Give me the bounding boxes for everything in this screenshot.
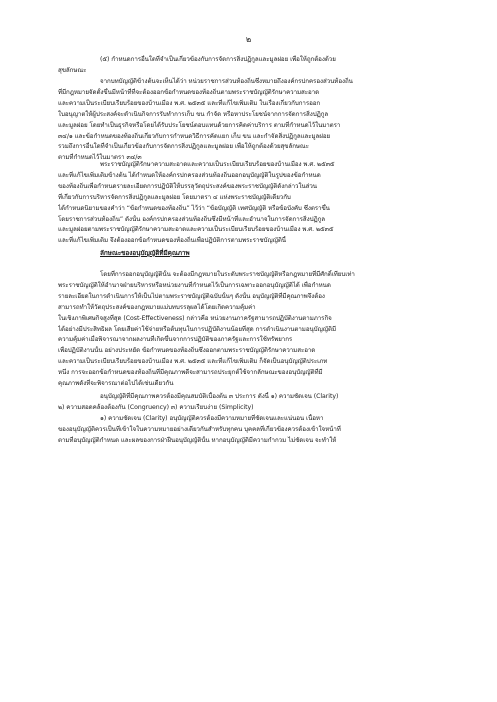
paragraph-line: ตามที่อนุบัญญัติกำหนด และผลของการฝ่าฝืนอนุบัญญัตินั้น หากอนุบัญญัติมีความกำกวม ไม่ชัดเจน จะทำให้ bbox=[58, 436, 337, 444]
paragraph-line: ได้อย่างมีประสิทธิผล โดยเสียค่าใช้จ่ายหรือต้นทุนในการปฏิบัติงานน้อยที่สุด การดำเนินงานตามอนุบัญญัติมี bbox=[58, 325, 336, 333]
section-heading bbox=[58, 248, 458, 259]
paragraph-line: ๑) ความชัดเจน (Clarity) อนุบัญญัติควรต้องมีความหมายที่ชัดเจนและแน่นอน เนื้อหา bbox=[100, 415, 324, 422]
paragraph-line: (๕) กำหนดการอื่นใดที่จำเป็นเกี่ยวข้องกับการจัดการสิ่งปฏิกูลและมูลฝอย เพื่อให้ถูกต้องด้วย bbox=[100, 56, 336, 63]
paragraph bbox=[58, 55, 458, 77]
paragraph-line: ตามที่กำหนดไว้ในมาตรา ๓๔/๓ bbox=[58, 154, 142, 162]
paragraph bbox=[58, 77, 458, 164]
paragraph-line: สุขลักษณะ bbox=[58, 66, 87, 74]
page-number: ๒ bbox=[245, 35, 252, 44]
paragraph-line: และที่แก้ไขเพิ่มเติม จึงต้องออกข้อกำหนดของท้องถิ่นเพื่อปฏิบัติการตามพระราชบัญญัตินี้ bbox=[58, 237, 286, 245]
paragraph-line: อนุบัญญัติที่มีคุณภาพควรต้องมีคุณสมบัติเบื้องต้น ๓ ประการ ดังนี้ ๑) ความชัดเจน (Clarity) bbox=[100, 393, 339, 400]
paragraph-line: สามารถทำให้วัตถุประสงค์ของกฎหมายแม่บทบรรลุผลได้โดยเกิดความคุ้มค่า bbox=[58, 303, 256, 311]
paragraph-line: พระราชบัญญัติรักษาความสะอาดและความเป็นระเบียบเรียบร้อยของบ้านเมือง พ.ศ. ๒๕๓๕ bbox=[100, 161, 335, 168]
paragraph-line: ใบอนุญาตให้ผู้ประสงค์จะดำเนินกิจการรับทำการเก็บ ขน กำจัด หรือหาประโยชน์จากการจัดการสิ่งปฏิกูล bbox=[58, 110, 329, 118]
paragraph bbox=[58, 270, 458, 390]
paragraph-line: ที่เกี่ยวกับการบริหารจัดการสิ่งปฏิกูลและมูลฝอย โดยมาตรา ๔ แห่งพระราชบัญญัติเดียวกับ bbox=[58, 193, 291, 201]
paragraph-line: รวมถึงการอื่นใดที่จำเป็นเกี่ยวข้องกับการจัดการสิ่งปฏิกูลและมูลฝอย เพื่อให้ถูกต้องด้วยสุขลักษณะ bbox=[58, 143, 309, 151]
paragraph-line: คุณภาพดังที่จะพิจารณาต่อไปได้เช่นเดียวกัน bbox=[58, 380, 174, 388]
paragraph-line: เพื่อปฏิบัติงานนั้น อย่างประหยัด ข้อกำหนดของท้องถิ่นซึ่งออกตามพระราชบัญญัติรักษาความสะอาด bbox=[58, 347, 316, 355]
heading-text: ลักษณะของอนุบัญญัติที่มีคุณภาพ bbox=[100, 249, 190, 257]
paragraph-line: ความคุ้มค่าเมื่อพิจารณาจากผลงานที่เกิดขึ้นจากการปฏิบัติของภาครัฐและการใช้ทรัพยากร bbox=[58, 336, 293, 344]
paragraph-line: ๒) ความสอดคล้องต้องกัน (Congruency) ๓) ความเรียบง่าย (Simplicity) bbox=[58, 403, 254, 411]
paragraph bbox=[58, 160, 458, 247]
paragraph-line: และมูลฝอย โดยทำเป็นธุรกิจหรือโดยได้รับประโยชน์ตอบแทนด้วยการคิดค่าบริการ ตามที่กำหนดไว้ในมาตรา bbox=[58, 121, 341, 129]
paragraph-line: ๓๔/๑ และข้อกำหนดของท้องถิ่นเกี่ยวกับการกำหนดวิธีการคัดแยก เก็บ ขน และกำจัดสิ่งปฏิกูลและมูลฝอย bbox=[58, 132, 331, 140]
paragraph-line: และที่แก้ไขเพิ่มเติมข้างต้น ได้กำหนดให้องค์กรปกครองส่วนท้องถิ่นออกอนุบัญญัติในรูปของข้อกำหนด bbox=[58, 171, 321, 179]
paragraph-line: หนึ่ง การจะออกข้อกำหนดของท้องถิ่นที่มีคุณภาพดีจะสามารถประยุกต์ใช้จากลักษณะของอนุบัญญัติที่มี bbox=[58, 369, 323, 377]
paragraph-line: ของท้องถิ่นเพื่อกำหนดรายละเอียดการปฏิบัติให้บรรลุวัตถุประสงค์ของพระราชบัญญัติดังกล่าวในส่วน bbox=[58, 182, 317, 190]
paragraph-line: และความเป็นระเบียบเรียบร้อยของบ้านเมือง พ.ศ. ๒๕๓๕ และที่แก้ไขเพิ่มเติม ในเรื่องเกี่ยวกับการออก bbox=[58, 99, 321, 107]
paragraph-line: ในเชิงภาพิเศษกิจสูงที่สุด (Cost-Effectiveness) กล่าวคือ หน่วยงานภาครัฐสามารถปฏิบัติงานตามภารกิจ bbox=[58, 314, 332, 322]
paragraph-line: ที่มีกฎหมายจัดตั้งขึ้นมีหน้าที่ที่จะต้องออกข้อกำหนดของท้องถิ่นตามพระราชบัญญัติรักษาความสะอาด bbox=[58, 88, 320, 96]
paragraph bbox=[58, 392, 458, 414]
paragraph-line: รายละเอียดในการดำเนินการให้เป็นไปตามพระราชบัญญัติฉบับนั้นๆ ดังนั้น อนุบัญญัติที่มีคุณภาพจึงต้อง bbox=[58, 292, 325, 300]
paragraph-line: โดยที่การออกอนุบัญญัตินั้น จะต้องมีกฎหมายในระดับพระราชบัญญัติหรือกฎหมายที่มีศักดิ์เทียบเท่า bbox=[100, 271, 355, 278]
paragraph-line: ได้กำหนดนิยามของคำว่า “ข้อกำหนดของท้องถิ่น” ไว้ว่า “ข้อบัญญัติ เทศบัญญัติ หรือข้อบังคับ ซึ่งตราขึ้น bbox=[58, 204, 330, 212]
paragraph-line: และมูลฝอยตามพระราชบัญญัติรักษาความสะอาดและความเป็นระเบียบเรียบร้อยของบ้านเมือง พ.ศ. ๒๕๓๕ bbox=[58, 226, 334, 234]
paragraph-line: โดยราชการส่วนท้องถิ่น” ดังนั้น องค์กรปกครองส่วนท้องถิ่นซึ่งมีหน้าที่และอำนาจในการจัดการสิ่งปฏิกูล bbox=[58, 215, 326, 223]
paragraph-line: จากบทบัญญัติข้างต้นจะเห็นได้ว่า หน่วยราชการส่วนท้องถิ่นซึ่งหมายถึงองค์กรปกครองส่วนท้องถิ่น bbox=[100, 78, 353, 85]
paragraph-line: พระราชบัญญัติให้อำนาจฝ่ายบริหารหรือหน่วยงานที่กำหนดไว้เป็นการเฉพาะออกอนุบัญญัติได้ เพื่อกำหนด bbox=[58, 281, 331, 289]
paragraph-line: ของอนุบัญญัติควรเป็นที่เข้าใจในความหมายอย่างเดียวกันสำหรับทุกคน บุคคลที่เกี่ยวข้องควรต้องเข้าใจหน้าที่ bbox=[58, 425, 341, 433]
paragraph-line: และความเป็นระเบียบเรียบร้อยของบ้านเมือง พ.ศ. ๒๕๓๕ และที่แก้ไขเพิ่มเติม ก็จัดเป็นอนุบัญญัติประเภท bbox=[58, 358, 328, 366]
paragraph bbox=[58, 414, 458, 447]
